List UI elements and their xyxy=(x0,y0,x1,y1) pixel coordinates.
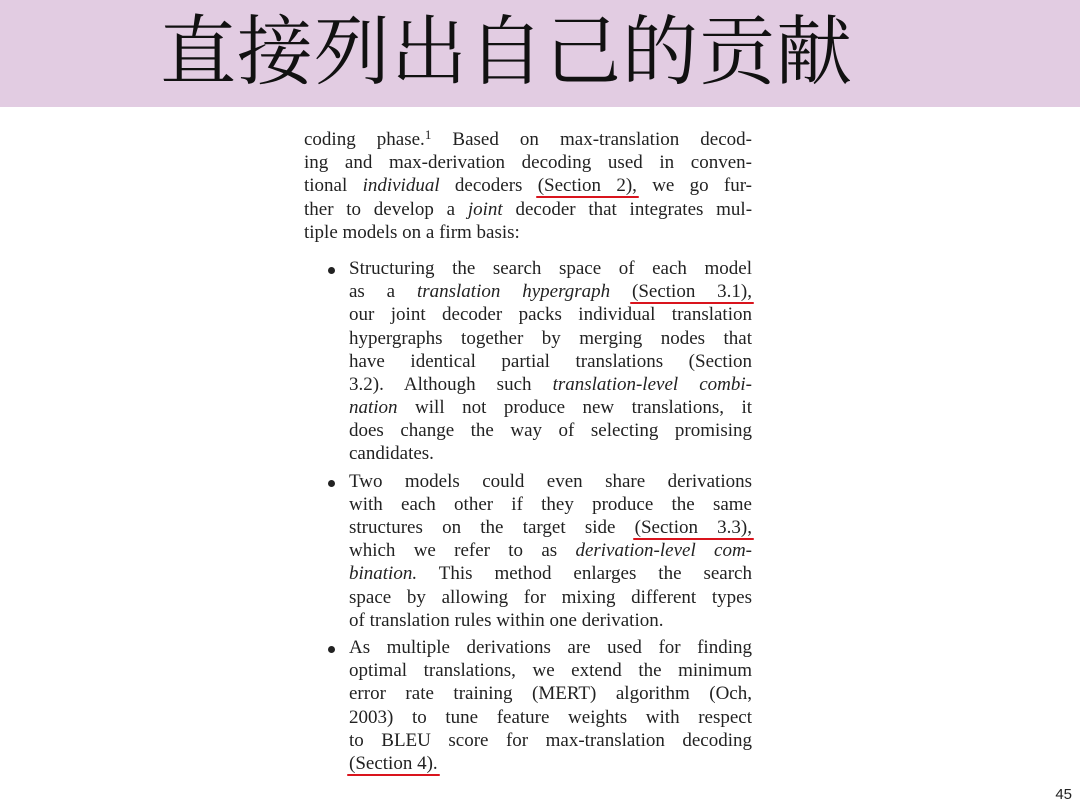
text-line: of translation rules within one derivation. xyxy=(349,609,664,631)
text-line xyxy=(349,373,752,396)
text-line xyxy=(304,198,752,221)
text-span: structures on the target side xyxy=(349,517,616,538)
intro-paragraph xyxy=(304,128,752,244)
text-line xyxy=(349,562,752,585)
italic-term: individual xyxy=(362,175,440,197)
text-line: our joint decoder packs individual translation xyxy=(349,304,752,326)
italic-term: joint xyxy=(467,198,503,220)
text-line: candidates. xyxy=(349,443,434,465)
footnote-mark: 1 xyxy=(424,127,432,142)
red-underline xyxy=(630,302,754,304)
italic-term: derivation-level com- xyxy=(575,540,752,562)
text-line: As multiple derivations are used for finding xyxy=(349,636,752,658)
text-span: Based on max-translation decod- xyxy=(452,129,752,150)
text-line: 2003) to tune feature weights with respect xyxy=(349,706,752,728)
text-span: will not produce new translations, it xyxy=(415,397,753,419)
text-span: ther to develop a xyxy=(304,198,456,220)
italic-term: translation hypergraph xyxy=(416,281,611,303)
page-number: 45 xyxy=(1055,786,1072,803)
text-line xyxy=(349,516,752,539)
text-line: to BLEU score for max-translation decoding xyxy=(349,729,752,751)
text-line xyxy=(349,396,752,419)
text-line xyxy=(349,752,752,775)
text-span: which we refer to as xyxy=(349,540,558,562)
text-line xyxy=(304,174,752,197)
section-reference[interactable]: (Section 2), xyxy=(537,175,637,197)
bullet-dot xyxy=(328,646,335,653)
contribution-list xyxy=(304,257,752,775)
list-item xyxy=(304,470,752,632)
text-span: coding phase. xyxy=(304,129,425,150)
text-span: as a xyxy=(349,281,396,303)
section-reference[interactable]: (Section 4). xyxy=(349,752,438,774)
title-band xyxy=(0,0,1080,107)
text-line xyxy=(349,539,752,562)
section-reference[interactable]: (Section 3.3), xyxy=(634,517,753,538)
text-span: This method enlarges the search xyxy=(438,563,752,585)
section-reference[interactable]: (Section 3.1), xyxy=(632,281,752,303)
text-line: does change the way of selecting promising xyxy=(349,420,752,442)
text-span: we go fur- xyxy=(652,175,753,197)
text-line xyxy=(349,280,752,303)
text-line: tiple models on a firm basis: xyxy=(304,221,520,243)
text-line xyxy=(304,128,752,151)
text-line: ing and max-derivation decoding used in conven- xyxy=(304,152,752,174)
text-line: optimal translations, we extend the minimum xyxy=(349,660,752,682)
bullet-dot xyxy=(328,267,335,274)
list-item xyxy=(304,257,752,466)
list-item xyxy=(304,636,752,775)
slide-title: 直接列出自己的贡献 xyxy=(160,7,853,96)
text-line: Structuring the search space of each model xyxy=(349,257,752,279)
text-line: hypergraphs together by merging nodes that xyxy=(349,327,752,349)
text-span: tional xyxy=(304,175,348,197)
paper-excerpt xyxy=(304,128,752,779)
red-underline xyxy=(347,774,440,776)
italic-term: bination. xyxy=(349,563,418,585)
text-line: Two models could even share derivations xyxy=(349,470,752,492)
text-span: decoder that integrates mul- xyxy=(515,198,753,220)
italic-term: nation xyxy=(349,397,398,419)
text-line: error rate training (MERT) algorithm (Och, xyxy=(349,683,752,705)
text-line: have identical partial translations (Section xyxy=(349,350,752,372)
text-line: space by allowing for mixing different types xyxy=(349,586,752,608)
red-underline xyxy=(633,538,754,540)
italic-term: translation-level combi- xyxy=(552,373,752,395)
text-span: decoders xyxy=(454,175,523,197)
bullet-dot xyxy=(328,480,335,487)
text-line: with each other if they produce the same xyxy=(349,493,752,515)
text-span: 3.2). Although such xyxy=(349,373,532,395)
